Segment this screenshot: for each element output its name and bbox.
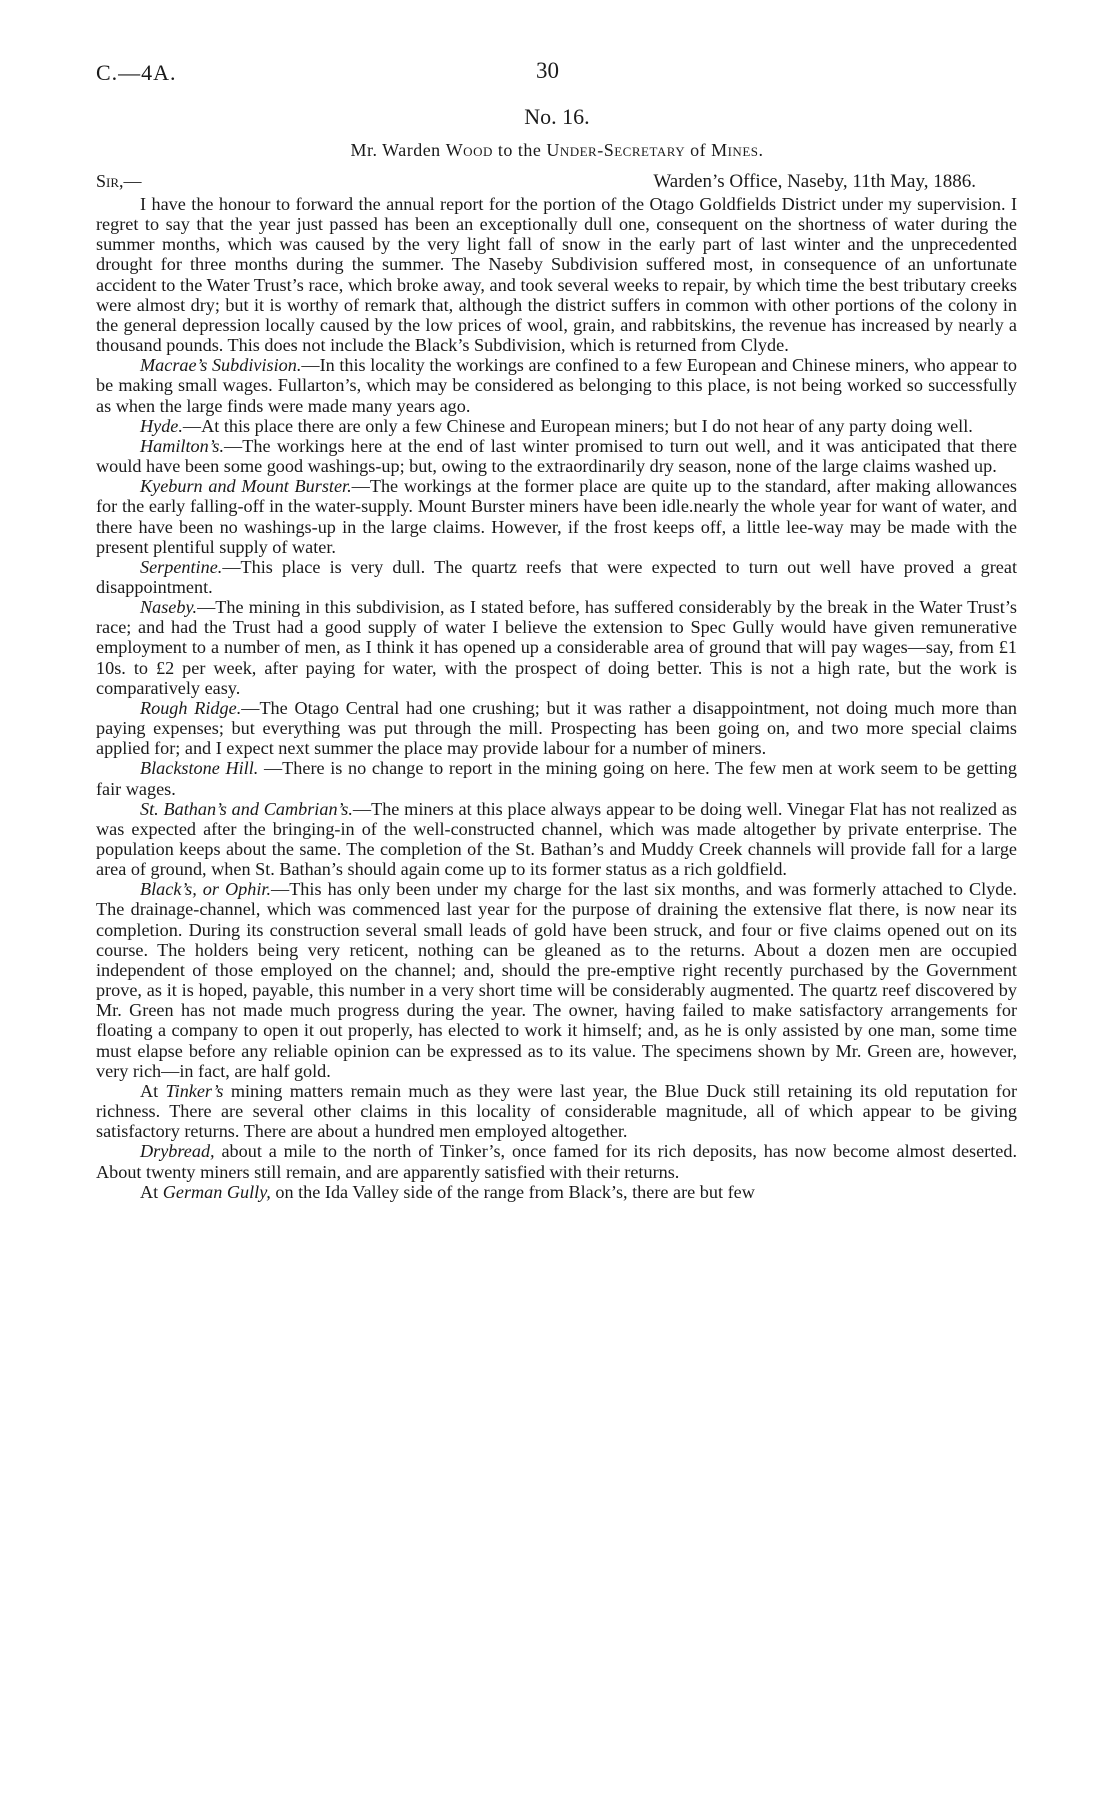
paragraph-naseby [96,597,1017,698]
paragraph-kyeburn [96,476,1017,557]
page-number: 30 [536,58,559,83]
title-mid: to the [492,140,547,160]
paragraph-rough-ridge [96,698,1017,758]
paragraph-text: mining matters remain much as they were last year, the Blue Duck still retaining its old reputation for richness. There are several other claims in this locality of considerable magnitude, all of which appear to be giving satisfactory returns. There are about a hundred men employed altogether. [96,1080,1017,1142]
paragraph-text: —This place is very dull. The quartz reefs that were expected to turn out well have proved a great disappointment. [96,556,1017,597]
paragraph-text: I have the honour to forward the annual report for the portion of the Otago Goldfields District under my supervision. I regret to say that the year just passed has been an exceptionally dull one, consequent on the shortness of water during the summer months, which was caused by the very light fall of snow in the early part of last winter and the unprecedented drought for three months during the summer. The Naseby Subdivision suffered most, in consequence of an unfortunate accident to the Water Trust’s race, which broke away, and took several weeks to repair, by which time the best tributary creeks were almost dry; but it is worthy of remark that, although the district suffers in common with other portions of the colony in the general depression locally caused by the low prices of wool, grain, and rabbitskins, the revenue has increased by nearly a thousand pounds. This does not include the Black’s Subdivision, which is returned from Clyde. [96,194,1017,356]
title-dept: Mines. [711,140,764,160]
letter-title [0,140,1114,161]
letter-number: No. 16. [524,104,590,129]
salutation: Sir,— [96,171,142,191]
section-heading: Hamilton’s. [140,435,225,456]
paragraph-text: on the Ida Valley side of the range from Black’s, there are but few [270,1181,755,1202]
paragraph-text: —The mining in this subdivision, as I stated before, has suffered considerably by the break in the Water Trust’s race; and had the Trust had a good supply of water I believe the extension to Spec Gully would have given remunerative employment to a number of men, as I think it has opened up a considerable area of ground that will pay wages—say, from £1 10s. to £2 per week, after paying for water, with the prospect of doing better. This is not a high rate, but the work is comparatively easy. [96,597,1017,698]
paragraph-hyde [96,416,1017,436]
section-heading: Black’s, or Ophir. [140,879,271,900]
paragraph-tinkers [96,1081,1017,1141]
paragraph-text: —There is no change to report in the mining going on here. The few men at work seem to be getting fair wages. [96,758,1017,799]
paragraph-text: —The workings at the former place are quite up to the standard, after making allowances for the early falling-off in the water-supply. Mount Burster miners have been idle.nearly the whole year for want of water, and there have been no washings-up in the large claims. However, if the frost keeps off, a little lee-way may be made with the present plentiful supply of water. [96,476,1018,557]
paragraph-blacks [96,879,1017,1081]
paragraph-text: about a mile to the north of Tinker’s, once famed for its rich deposits, has now become almost deserted. About twenty miners still remain, and are apparently satisfied with their returns. [96,1141,1017,1182]
title-recipient: Under-Secretary [546,140,686,160]
section-heading: Hyde. [140,415,183,436]
document-reference: C.—4A. [96,60,177,85]
dateline: Warden’s Office, Naseby, 11th May, 1886. [653,171,976,192]
section-heading: Serpentine. [140,556,223,577]
section-heading: Drybread, [140,1141,215,1162]
section-heading: Kyeburn and Mount Burster. [140,476,352,497]
title-name: Wood [445,140,493,160]
letter-body [96,194,1017,1202]
section-heading: German Gully, [162,1181,271,1202]
paragraph-st-bathans [96,799,1017,880]
paragraph-intro [96,194,1017,355]
paragraph-text: —The workings here at the end of last winter promised to turn out well, and it was anticipated that there would have been some good washings-up; but, owing to the extraordinarily dry season, none of the large claims washed up. [96,435,1017,477]
section-heading: Rough Ridge. [140,697,242,718]
section-heading: St. Bathan’s and Cambrian’s. [140,798,353,819]
paragraph-text: —The miners at this place always appear to be doing well. Vinegar Flat has not realized as was expected after the bringing-in of the well-constructed channel, which was made altogether by private enterprise. The population keeps about the same. The completion of the St. Bathan’s and Muddy Creek channels will provide fall for a large area of ground, when St. Bathan’s should again come up to its former status as a rich goldfield. [96,798,1017,880]
paragraph-text: —In this locality the workings are confined to a few European and Chinese miners, who appear to be making small wages. Fullarton’s, which may be considered as belonging to this place, is not being worked so successfully as when the large finds were made many years ago. [96,355,1017,416]
section-heading: Macrae’s Subdivision. [140,355,302,376]
paragraph-blackstone [96,758,1017,798]
paragraph-serpentine [96,557,1017,597]
paragraph-text: —At this place there are only a few Chinese and European miners; but I do not hear of any party doing well. [182,415,973,436]
section-heading: Blackstone Hill. [140,758,259,779]
paragraph-drybread [96,1141,1017,1181]
paragraph-german-gully [96,1182,1017,1202]
paragraph-text: —This has only been under my charge for the last six months, and was formerly attached to Clyde. The drainage-channel, which was commenced last year for the purpose of draining the extensive flat there, is now near its completion. During its construction several small leads of gold have been struck, and four or five claims opened out on its course. The holders being very reticent, nothing can be gleaned as to the returns. About a dozen men are occupied independent of those employed on the channel; and, should the pre-emptive right recently purchased by the Government prove, as it is hoped, payable, this number in a very short time will be considerably augmented. The quartz reef discovered by Mr. Green has not made much progress during the year. The owner, having failed to make satisfactory arrangements for floating a company to open it out properly, has elected to work it himself; and, as he is only assisted by one man, some time must elapse before any reliable opinion can be expressed as to its value. The specimens shown by Mr. Green are, however, very rich—in fact, are half gold. [96,879,1017,1081]
title-pre: Mr. Warden [350,140,446,160]
paragraph-prefix: At [140,1080,166,1101]
paragraph-text: —The Otago Central had one crushing; but it was rather a disappointment, not doing much more than paying expenses; but everything was put through the mill. Prospecting has been going on, and two more special claims applied for; and I expect next summer the place may provide labour for a number of miners. [96,697,1017,759]
section-heading: Naseby. [140,597,198,618]
paragraph-hamiltons [96,436,1017,476]
paragraph-macraes [96,355,1017,415]
section-heading: Tinker’s [165,1080,224,1101]
title-of: of [685,140,712,160]
paragraph-prefix: At [140,1181,163,1202]
